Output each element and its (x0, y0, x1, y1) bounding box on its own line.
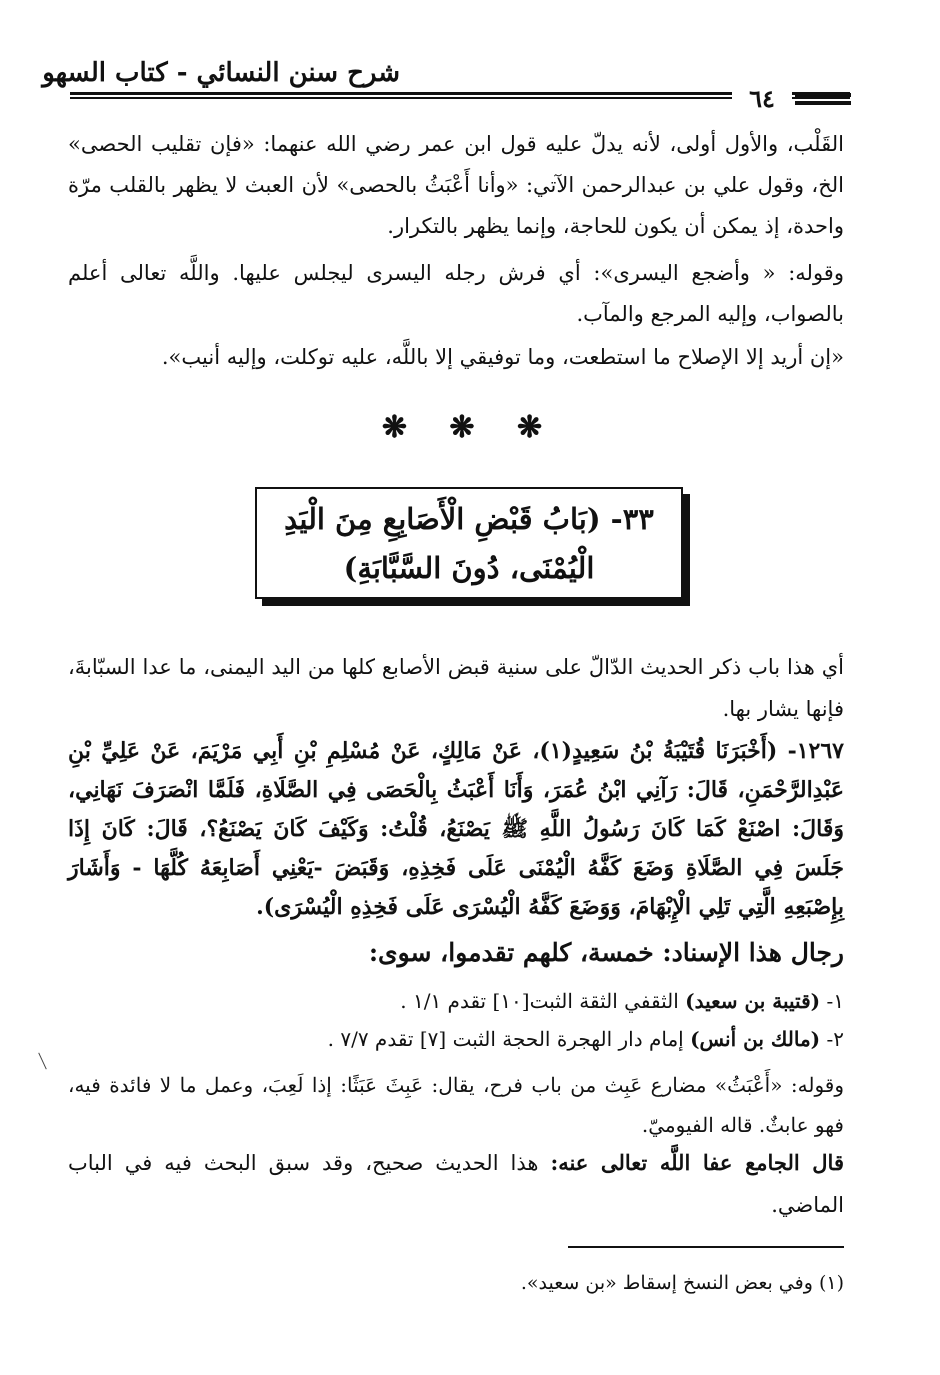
decorative-bars-icon (795, 93, 851, 109)
footnote-rule (568, 1246, 844, 1248)
narrator-name: (مالك بن أنس) (690, 1027, 821, 1051)
paragraph-left-foot: وقوله: « وأضجع اليسرى»: أي فرش رجله اليسرى ليجلس عليها. واللَّه تعالى أعلم بالصواب، وإليه المرجع والمآب. (68, 261, 844, 326)
narrator-item: ١- (قتيبة بن سعيد) الثقفي الثقة الثبت[١٠] تقدم ١/١ . (400, 989, 844, 1013)
narrators-heading: رجال هذا الإسناد: خمسة، كلهم تقدموا، سوى: (368, 938, 844, 967)
page-number: ٦٤ (732, 84, 792, 113)
paragraph-commentary: القَلْب، والأول أولى، لأنه يدلّ عليه قول ابن عمر رضي الله عنهما: «فإن تقليب الحصى» الخ، وقول علي بن عبدالرحمن الآتي: «وأنا أَعْبَثُ بالحصى» لأن العبث لا يظهر بالقلب مرّة واحدة، إذ يمكن أن يكون للحاجة، وإنما يظهر بالتكرار. (68, 132, 844, 238)
footnote: (١) وفي بعض النسخ إسقاط «بن سعيد». (520, 1272, 844, 1294)
narrator-name: (قتيبة بن سعيد) (685, 989, 821, 1013)
word-explanation: وقوله: «أَعْبَثُ» مضارع عَبِث من باب فرح، يقال: عَبِثَ عَبَثًا: إذا لَعِبَ، وعمل ما لا فائدة فيه، فهو عابثٌ. قاله الفيوميّ. (68, 1073, 844, 1137)
compiler-note-lead: قال الجامع عفا اللَّه تعالى عنه: (550, 1150, 844, 1175)
narrator-item: ٢- (مالك بن أنس) إمام دار الهجرة الحجة الثبت [٧] تقدم ٧/٧ . (327, 1027, 844, 1051)
chapter-title-line-2: الْيُمْنَى، دُونَ السَّبَّابَةِ) (343, 551, 595, 585)
running-title: شرح سنن النسائي - كتاب السهو (42, 58, 400, 88)
compiler-note: قال الجامع عفا اللَّه تعالى عنه: هذا الحديث صحيح، وقد سبق البحث فيه في الباب الماضي. (68, 1150, 844, 1217)
chapter-title-box (255, 487, 683, 599)
chapter-intro: أي هذا باب ذكر الحديث الدّالّ على سنية قبض الأصابع كلها من اليد اليمنى، ما عدا السبّابةَ، فإنها يشار بها. (68, 655, 844, 721)
section-separator: ❋ ❋ ❋ (381, 410, 559, 445)
paragraph-closing-quote: «إن أريد إلا الإصلاح ما استطعت، وما توفيقي إلا باللَّه، عليه توكلت، وإليه أنيب». (161, 345, 844, 369)
hadith-text: ١٢٦٧- (أَخْبَرَنَا قُتَيْبَةُ بْنُ سَعِيدٍ(١)، عَنْ مَالِكٍ، عَنْ مُسْلِمِ بْنِ أَبِي مَرْيَمَ، عَنْ عَلِيِّ بْنِ عَبْدِالرَّحْمَنِ، قَالَ: رَآنِي ابْنُ عُمَرَ، وَأَنَا أَعْبَثُ بِالْحَصَى فِي الصَّلَاةِ، فَلَمَّا انْصَرَفَ نَهَانِي، وَقَالَ: اصْنَعْ كَمَا كَانَ رَسُولُ اللَّهِ ﷺ يَصْنَعُ، قُلْتُ: وَكَيْفَ كَانَ يَصْنَعُ؟، قَالَ: كَانَ إِذَا جَلَسَ فِي الصَّلَاةِ وَضَعَ كَفَّهُ الْيُمْنَى عَلَى فَخِذِهِ، وَقَبَضَ -يَعْنِي أَصَابِعَهُ كُلَّهَا - وَأَشَارَ بِإِصْبَعِهِ الَّتِي تَلِي الْإِبْهَامَ، وَوَضَعَ كَفَّهُ الْيُسْرَى عَلَى فَخِذِهِ الْيُسْرَى). (68, 738, 844, 920)
margin-mark (38, 1053, 47, 1070)
chapter-title-line-1: ٣٣- (بَابُ قَبْضِ الْأَصَابِعِ مِنَ الْيَدِ (284, 502, 654, 536)
